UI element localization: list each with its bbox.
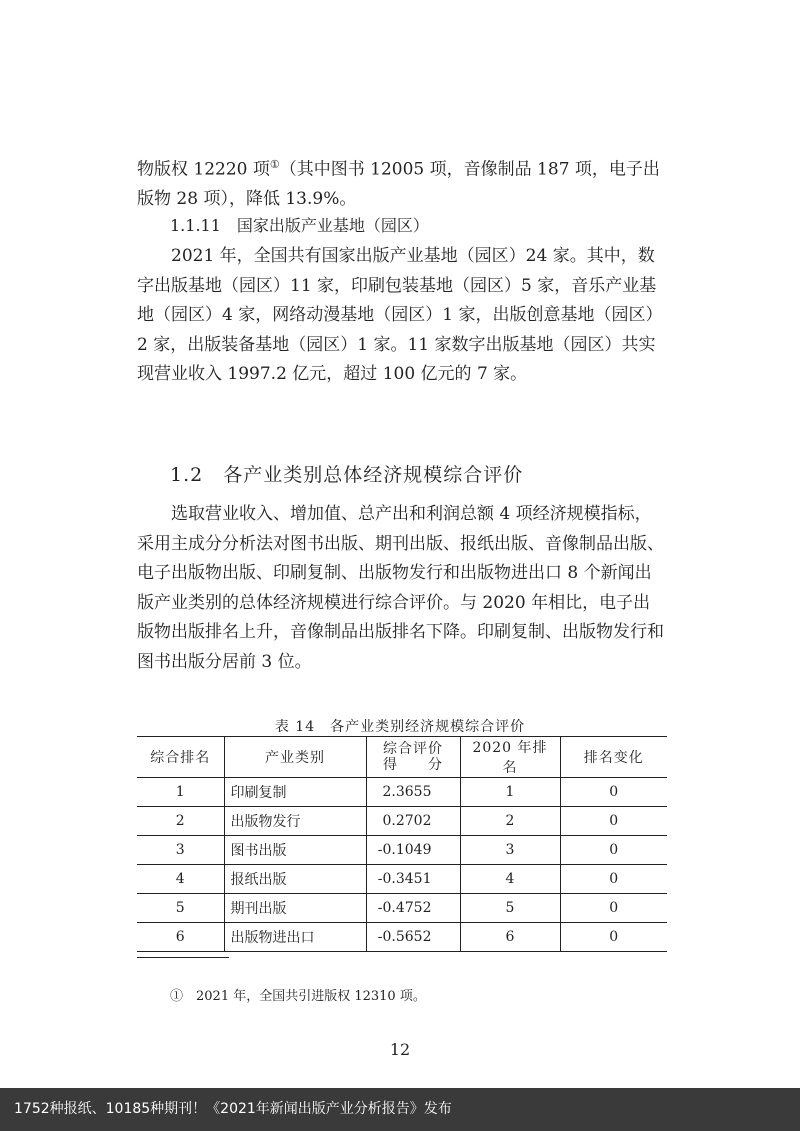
footnote-divider [137, 957, 229, 958]
cell-change: 0 [560, 923, 667, 952]
table-row [137, 894, 667, 923]
cell-change: 0 [560, 778, 667, 807]
cell-category: 印刷复制 [224, 778, 366, 807]
paragraph-evaluation: 选取营业收入、增加值、总产出和利润总额 4 项经济规模指标，采用主成分分析法对图书出版、期刊出版、报纸出版、音像制品出版、电子出版物出版、印刷复制、出版物发行和出版物进出口 8 个新闻出版产业类别的总体经济规模进行综合评价。与 2020 年相比，电子出版物出版排名上升，音像制品出版排名下降。印刷复制、出版物发行和图书出版分居前 3 位。 [137, 504, 664, 672]
cell-score: 0.2702 [366, 807, 460, 836]
header-score [366, 737, 460, 778]
header-rank: 综合排名 [137, 737, 224, 778]
cell-rank-2020: 3 [460, 836, 560, 865]
cell-change: 0 [560, 836, 667, 865]
header-rank-2020: 2020 年排名 [460, 737, 560, 778]
cell-rank: 2 [137, 807, 224, 836]
cell-rank-2020: 2 [460, 807, 560, 836]
cell-rank: 4 [137, 865, 224, 894]
cell-score: -0.1049 [366, 836, 460, 865]
table-row [137, 865, 667, 894]
paragraph-copyright-text: 物版权 12220 项 [137, 159, 270, 180]
paragraph-copyright [137, 150, 667, 215]
article-title-banner[interactable] [0, 1088, 800, 1131]
footnote: ① 2021 年，全国共引进版权 12310 项。 [170, 989, 426, 1004]
header-score-line2: 得 分 [383, 757, 443, 773]
paragraph-copyright-rest: （其中图书 12005 项，音像制品 187 项，电子出版物 28 项），降低 13.9%。 [137, 159, 660, 210]
header-category: 产业类别 [224, 737, 366, 778]
article-title[interactable]: 1752种报纸、10185种期刊！《2021年新闻出版产业分析报告》发布 [14, 1101, 452, 1117]
header-score-line1: 综合评价 [383, 741, 443, 757]
cell-rank-2020: 6 [460, 923, 560, 952]
cell-rank: 5 [137, 894, 224, 923]
table-caption: 表 14 各产业类别经济规模综合评价 [274, 719, 526, 735]
page-number: 12 [389, 1040, 411, 1059]
cell-category: 出版物进出口 [224, 923, 366, 952]
cell-score: -0.5652 [366, 923, 460, 952]
cell-rank-2020: 4 [460, 865, 560, 894]
cell-category: 报纸出版 [224, 865, 366, 894]
footnote-marker[interactable]: ① [269, 158, 280, 171]
section-heading: 1.2 各产业类别总体经济规模综合评价 [170, 464, 524, 486]
cell-change: 0 [560, 865, 667, 894]
cell-rank-2020: 1 [460, 778, 560, 807]
evaluation-table [137, 736, 667, 952]
cell-category: 出版物发行 [224, 807, 366, 836]
cell-score: 2.3655 [366, 778, 460, 807]
table-row [137, 836, 667, 865]
table-header-row [137, 737, 667, 778]
cell-category: 图书出版 [224, 836, 366, 865]
cell-change: 0 [560, 894, 667, 923]
cell-rank: 6 [137, 923, 224, 952]
table-row [137, 923, 667, 952]
cell-change: 0 [560, 807, 667, 836]
table-row [137, 778, 667, 807]
cell-rank: 3 [137, 836, 224, 865]
subsection-heading: 1.1.11 国家出版产业基地（园区） [170, 216, 429, 235]
cell-rank: 1 [137, 778, 224, 807]
cell-score: -0.3451 [366, 865, 460, 894]
table-row [137, 807, 667, 836]
header-change: 排名变化 [560, 737, 667, 778]
cell-category: 期刊出版 [224, 894, 366, 923]
paragraph-bases: 2021 年，全国共有国家出版产业基地（园区）24 家。其中，数字出版基地（园区）11 家，印刷包装基地（园区）5 家，音乐产业基地（园区）4 家，网络动漫基地（园区）1 家，出版创意基地（园区）2 家，出版装备基地（园区）1 家。11 家数字出版基地（园区）共实现营业收入 1997.2 亿元，超过 100 亿元的 7 家。 [137, 246, 663, 384]
cell-rank-2020: 5 [460, 894, 560, 923]
cell-score: -0.4752 [366, 894, 460, 923]
